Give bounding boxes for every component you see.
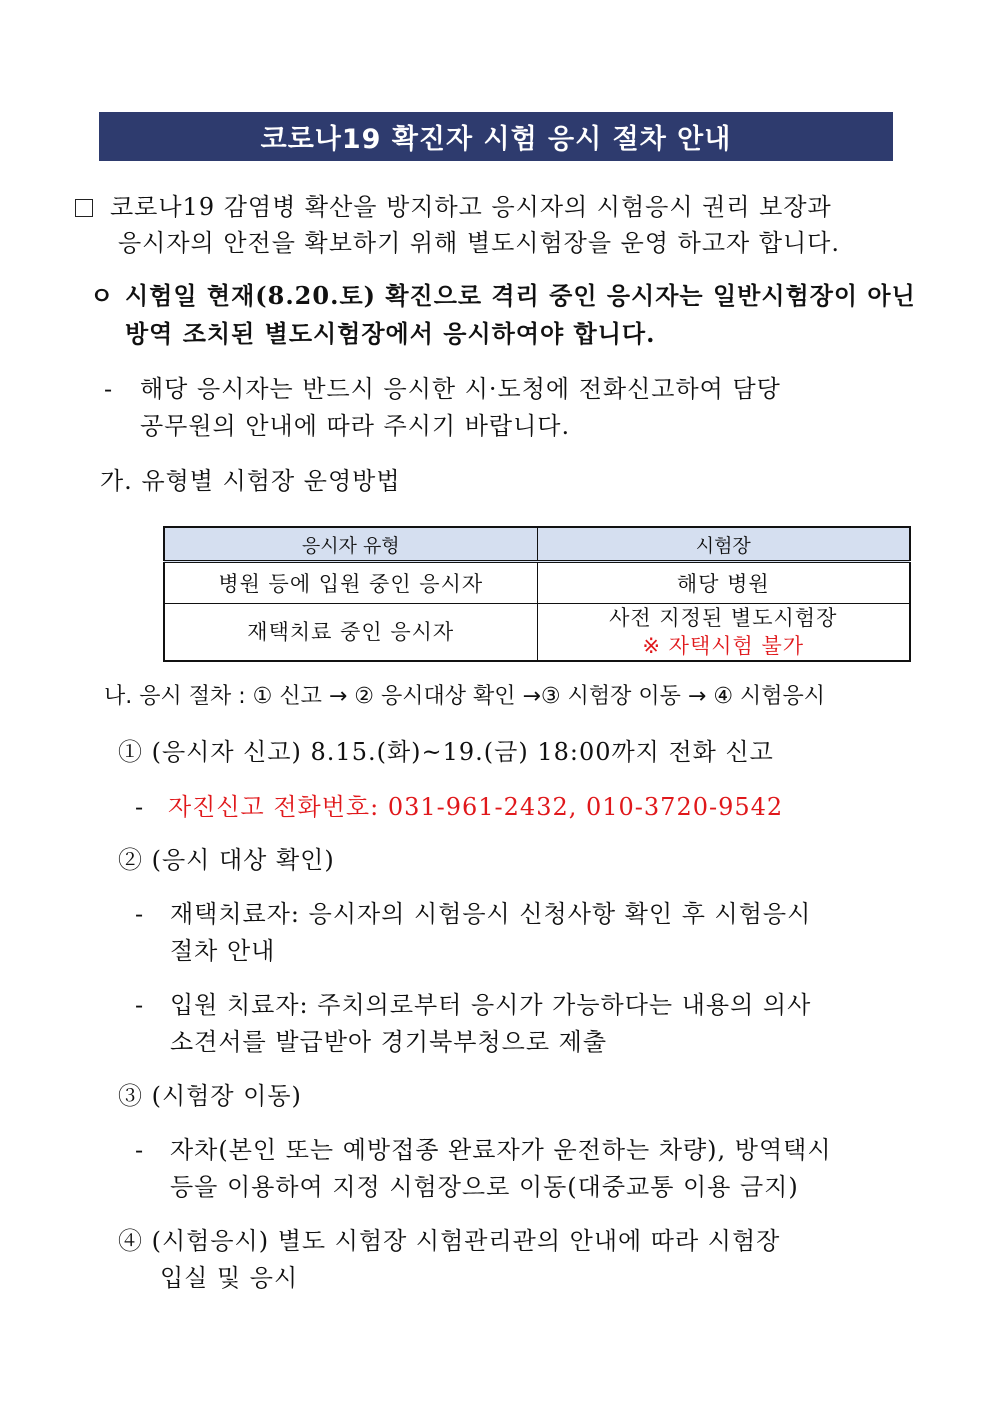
step2-item1-dash: - [135, 900, 145, 928]
step3-dash: - [135, 1136, 145, 1164]
notice-line-1: 시험일 현재(8.20.토) 확진으로 격리 중인 응시자는 일반시험장이 아닌 [125, 281, 916, 310]
step1-line: ① (응시자 신고) 8.15.(화)~19.(금) 18:00까지 전화 신고 [118, 738, 774, 766]
table-cell-site: 해당 병원 [537, 562, 910, 604]
table-cell-site-group [537, 604, 910, 662]
step2-item2-line-2: 소견서를 발급받아 경기북부청으로 제출 [170, 1028, 608, 1056]
table-header-type: 응시자 유형 [164, 527, 537, 562]
notice-line-2: 방역 조치된 별도시험장에서 응시하여야 합니다. [125, 319, 656, 348]
step3-line: ③ (시험장 이동) [118, 1082, 302, 1110]
step2-item1-line-2: 절차 안내 [170, 937, 276, 965]
page-title: 코로나19 확진자 시험 응시 절차 안내 [99, 112, 893, 161]
section-ga-heading: 가. 유형별 시험장 운영방법 [100, 467, 401, 495]
step2-item1-line-1: 재택치료자: 응시자의 시험응시 신청사항 확인 후 시험응시 [170, 900, 812, 928]
step2-line: ② (응시 대상 확인) [118, 846, 335, 874]
table-cell-type: 재택치료 중인 응시자 [164, 604, 537, 662]
step1-dash: - [135, 793, 145, 821]
step2-item2-dash: - [135, 991, 145, 1019]
exam-site-table [163, 526, 911, 662]
notice-bullet: ㅇ [90, 281, 115, 310]
intro-line-2: 응시자의 안전을 확보하기 위해 별도시험장을 운영 하고자 합니다. [118, 229, 840, 257]
checkbox-bullet [75, 199, 93, 217]
section-na-heading: 나. 응시 절차 : ① 신고 → ② 응시대상 확인 →③ 시험장 이동 → ④ 시험응시 [104, 684, 826, 709]
intro-line-1: 코로나19 감염병 확산을 방지하고 응시자의 시험응시 권리 보장과 [110, 193, 832, 221]
table-header-site: 시험장 [537, 527, 910, 562]
table-row [164, 562, 910, 604]
step3-item-line-1: 자차(본인 또는 예방접종 완료자가 운전하는 차량), 방역택시 [170, 1136, 832, 1164]
step4-line-1: ④ (시험응시) 별도 시험장 시험관리관의 안내에 따라 시험장 [118, 1227, 781, 1255]
step1-phone: 자진신고 전화번호: 031-961-2432, 010-3720-9542 [168, 793, 784, 821]
step3-item-line-2: 등을 이용하여 지정 시험장으로 이동(대중교통 이용 금지) [170, 1173, 799, 1201]
step2-item2-line-1: 입원 치료자: 주치의로부터 응시가 가능하다는 내용의 의사 [170, 991, 812, 1019]
table-cell-type: 병원 등에 입원 중인 응시자 [164, 562, 537, 604]
dash-note-line-1: 해당 응시자는 반드시 응시한 시·도청에 전화신고하여 담당 [140, 375, 781, 403]
table-row [164, 604, 910, 662]
table-cell-site: 사전 지정된 별도시험장 [609, 606, 838, 630]
table-cell-note: ※ 자택시험 불가 [642, 634, 805, 658]
step4-line-2: 입실 및 응시 [160, 1264, 299, 1292]
dash-bullet: - [104, 375, 114, 403]
dash-note-line-2: 공무원의 안내에 따라 주시기 바랍니다. [140, 412, 571, 440]
